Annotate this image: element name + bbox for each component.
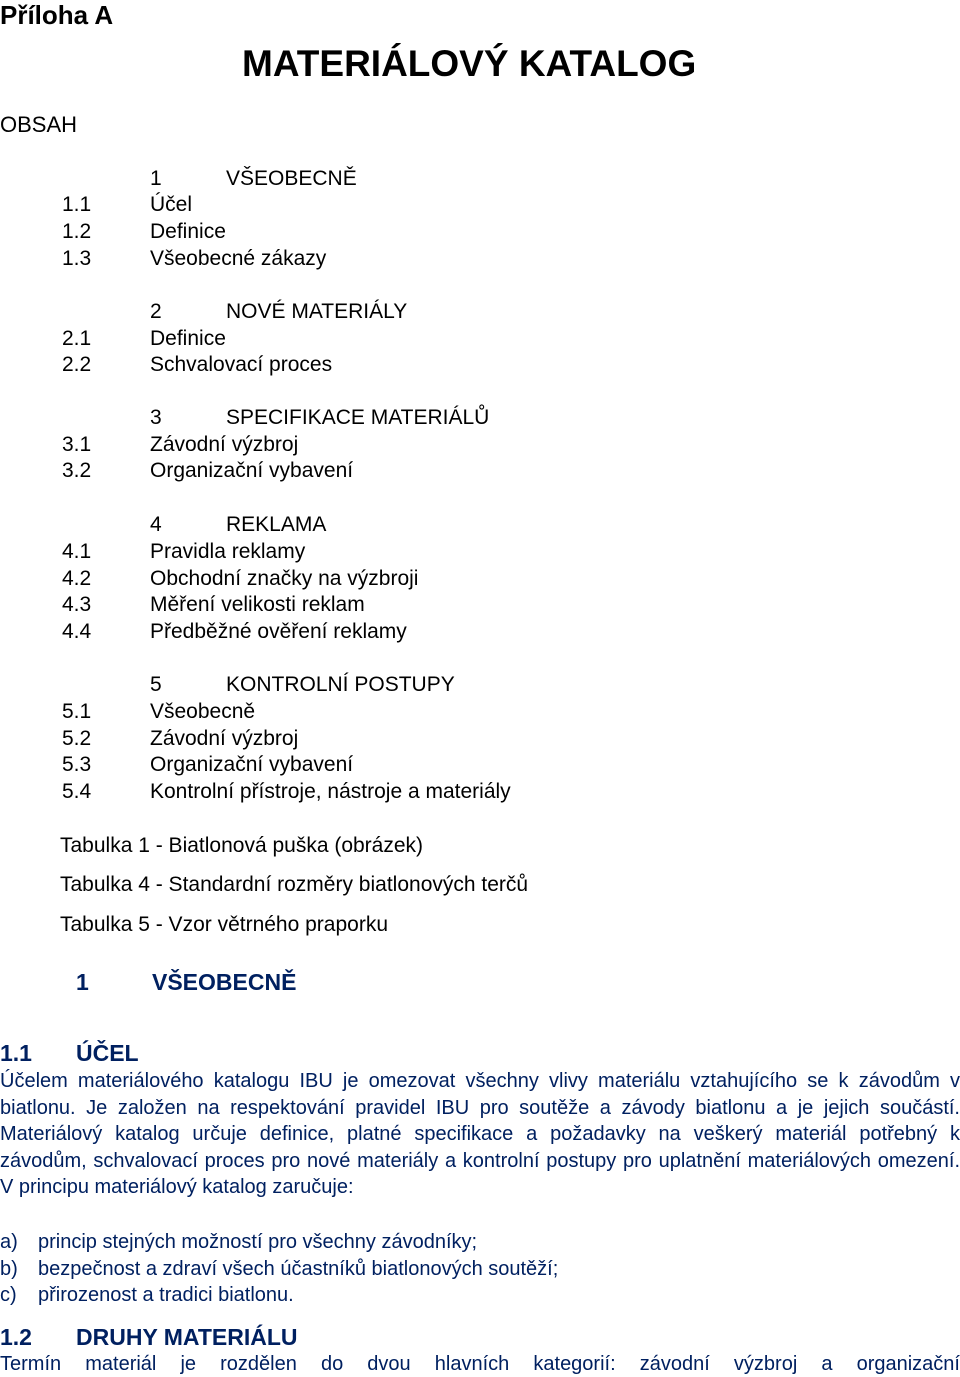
toc-chapter-number: 2 — [150, 300, 162, 323]
toc-item-title: Definice — [150, 327, 226, 350]
table-list-item[interactable]: Tabulka 1 - Biatlonová puška (obrázek) — [60, 834, 424, 857]
section-number: 1.1 — [0, 1040, 32, 1066]
toc-chapter-number: 5 — [150, 673, 162, 696]
toc-chapter-title: VŠEOBECNĚ — [226, 167, 357, 190]
toc-item-title: Obchodní značky na výzbroji — [150, 567, 419, 590]
toc-item-number: 5.3 — [62, 753, 92, 776]
toc-chapter-title: NOVÉ MATERIÁLY — [226, 300, 408, 323]
toc-item-number: 3.1 — [62, 433, 92, 456]
toc-item-number: 1.1 — [62, 193, 92, 216]
toc-item-title: Pravidla reklamy — [150, 540, 306, 563]
toc-item-title: Schvalovací proces — [150, 353, 333, 376]
toc-item-number: 4.4 — [62, 620, 92, 643]
toc-chapter-title: REKLAMA — [226, 513, 327, 536]
toc-chapter-number: 3 — [150, 406, 162, 429]
toc-item-title: Účel — [150, 193, 193, 216]
toc-item-number: 1.2 — [62, 220, 92, 243]
list-item-text: přirozenost a tradici biatlonu. — [38, 1284, 294, 1306]
toc-item-number: 4.2 — [62, 567, 92, 590]
toc-item-title: Měření velikosti reklam — [150, 593, 365, 616]
toc-item-title: Předběžné ověření reklamy — [150, 620, 407, 643]
toc-item-title: Všeobecné zákazy — [150, 247, 327, 270]
toc-chapter-title: SPECIFIKACE MATERIÁLŮ — [226, 406, 490, 429]
toc-item-number: 4.1 — [62, 540, 92, 563]
list-item-text: bezpečnost a zdraví všech účastníků biatlonových soutěží; — [38, 1258, 559, 1280]
purpose-paragraph: Účelem materiálového katalogu IBU je omezovat všechny vlivy materiálu vztahujícího se k závodům v biatlonu. Je založen na respektování pravidel IBU pro soutěže a závody biatlonu a je jejich součástí. Materiálový katalog určuje definice, platné specifikace a požadavky na veškerý materiál potřebný k závodům, schvalovací proces pro nové materiály a kontrolní postupy pro uplatnění materiálových omezení. V principu materiálový katalog zaručuje: — [0, 1070, 960, 1198]
toc-chapter-title: KONTROLNÍ POSTUPY — [226, 673, 455, 696]
toc-item-title: Definice — [150, 220, 226, 243]
toc-item-number: 5.2 — [62, 727, 92, 750]
toc-item-number: 2.2 — [62, 353, 92, 376]
section-title: DRUHY MATERIÁLU — [76, 1324, 298, 1350]
table-list-item[interactable]: Tabulka 5 - Vzor větrného praporku — [60, 913, 389, 936]
contents-heading: OBSAH — [0, 112, 78, 137]
toc-item-number: 4.3 — [62, 593, 92, 616]
toc-item-title: Závodní výzbroj — [150, 433, 299, 456]
toc-item-number: 1.3 — [62, 247, 92, 270]
annex-label: Příloha A — [0, 0, 114, 30]
material-types-paragraph: Termín materiál je rozdělen do dvou hlavních kategorií: závodní výzbroj a organizační — [0, 1353, 960, 1375]
list-item-label: c) — [0, 1284, 17, 1306]
toc-item-title: Kontrolní přístroje, nástroje a materiály — [150, 780, 511, 803]
toc-item-number: 2.1 — [62, 327, 92, 350]
toc-item-title: Závodní výzbroj — [150, 727, 299, 750]
toc-item-number: 5.1 — [62, 700, 92, 723]
document-title: MATERIÁLOVÝ KATALOG — [242, 43, 697, 84]
section-title: ÚČEL — [76, 1040, 139, 1066]
list-item-label: a) — [0, 1231, 18, 1253]
toc-chapter-number: 4 — [150, 513, 162, 536]
toc-chapter-number: 1 — [150, 167, 162, 190]
toc-item-title: Všeobecně — [150, 700, 256, 723]
toc-item-title: Organizační vybavení — [150, 753, 354, 776]
toc-item-title: Organizační vybavení — [150, 459, 354, 482]
list-item-label: b) — [0, 1258, 18, 1280]
section-number: 1 — [76, 969, 89, 995]
section-number: 1.2 — [0, 1324, 32, 1350]
table-list-item[interactable]: Tabulka 4 - Standardní rozměry biatlonových terčů — [60, 873, 529, 896]
list-item-text: princip stejných možností pro všechny závodníky; — [38, 1231, 478, 1253]
toc-item-number: 3.2 — [62, 459, 92, 482]
section-title: VŠEOBECNĚ — [152, 969, 297, 995]
toc-item-number: 5.4 — [62, 780, 92, 803]
